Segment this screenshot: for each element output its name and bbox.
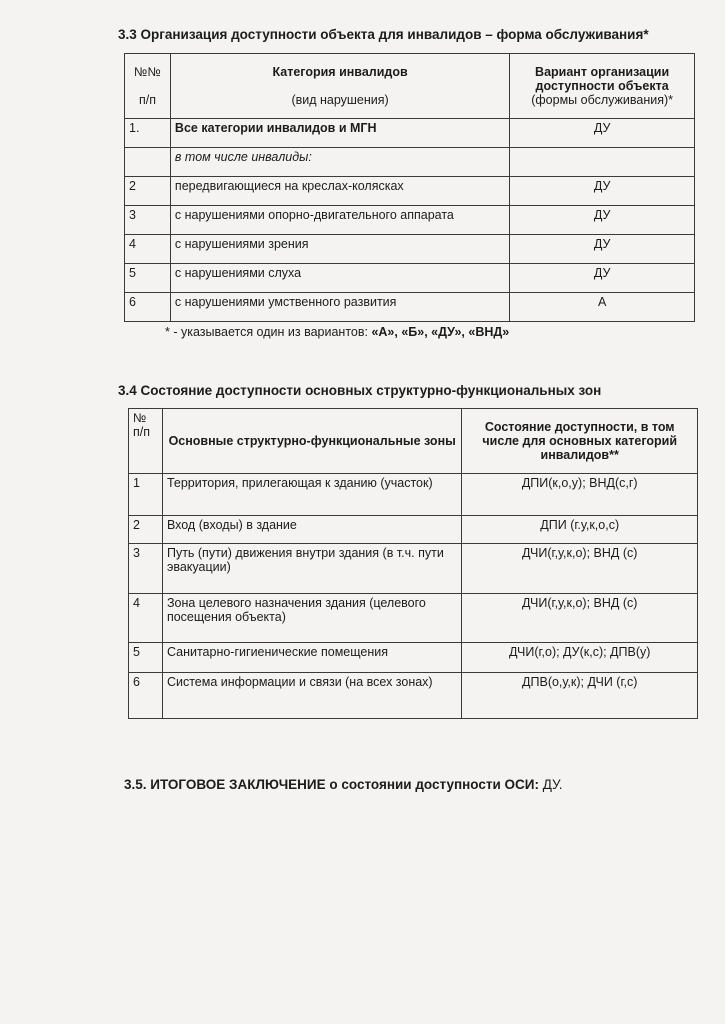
conclusion-text: о состоянии доступности ОСИ: [325, 777, 535, 792]
row-num: 2: [125, 177, 171, 206]
row-state: ДПИ(к,о,у); ВНД(с,г): [462, 474, 698, 516]
row-num: 6: [129, 673, 163, 719]
header-num: № п/п: [129, 409, 163, 474]
row-variant: ДУ: [510, 177, 695, 206]
row-category: с нарушениями зрения: [170, 235, 509, 264]
header-zone: Основные структурно-функциональные зоны: [162, 409, 461, 474]
section-3-4-title: 3.4 Состояние доступности основных структурно-функциональных зон: [118, 383, 602, 398]
table-header-row: [125, 54, 695, 119]
row-num: 5: [125, 264, 171, 293]
zones-table: [128, 408, 698, 719]
table-row: [129, 643, 698, 673]
table-row: [129, 516, 698, 544]
table-row: [125, 206, 695, 235]
table-row: [129, 594, 698, 643]
row-zone: Вход (входы) в здание: [162, 516, 461, 544]
conclusion-title: 3.5. ИТОГОВОЕ ЗАКЛЮЧЕНИЕ: [124, 777, 326, 792]
row-category: Все категории инвалидов и МГН: [170, 119, 509, 148]
table-row: [125, 177, 695, 206]
table-row: [129, 673, 698, 719]
row-state: ДПИ (г.у,к,о,с): [462, 516, 698, 544]
table-row: [125, 148, 695, 177]
table-row: [129, 544, 698, 594]
row-category: в том числе инвалиды:: [170, 148, 509, 177]
section-3-3-title: 3.3 Организация доступности объекта для инвалидов – форма обслуживания*: [118, 27, 649, 42]
row-state: ДЧИ(г,у,к,о); ВНД (с): [462, 594, 698, 643]
header-state: Состояние доступности, в том числе для основных категорий инвалидов**: [462, 409, 698, 474]
header-variant: Вариант организации доступности объекта (формы обслуживания)*: [510, 54, 695, 119]
conclusion-colon: :: [534, 777, 539, 792]
row-variant: ДУ: [510, 235, 695, 264]
service-form-table: [124, 53, 695, 322]
row-num: 5: [129, 643, 163, 673]
row-category: с нарушениями умственного развития: [170, 293, 509, 322]
row-zone: Территория, прилегающая к зданию (участок): [162, 474, 461, 516]
section-3-5-conclusion: [124, 777, 563, 792]
footnote-text: * - указывается один из вариантов:: [165, 325, 372, 339]
row-zone: Зона целевого назначения здания (целевого посещения объекта): [162, 594, 461, 643]
row-num: 3: [129, 544, 163, 594]
row-num: 4: [129, 594, 163, 643]
row-num: 1.: [125, 119, 171, 148]
row-num: 4: [125, 235, 171, 264]
footnote: [165, 325, 509, 339]
row-variant: ДУ: [510, 119, 695, 148]
row-num: 3: [125, 206, 171, 235]
row-category: с нарушениями слуха: [170, 264, 509, 293]
row-num: 6: [125, 293, 171, 322]
row-state: ДПВ(о,у,к); ДЧИ (г,с): [462, 673, 698, 719]
row-state: ДЧИ(г,у,к,о); ВНД (с): [462, 544, 698, 594]
row-num: 1: [129, 474, 163, 516]
row-variant: [510, 148, 695, 177]
table-row: [125, 264, 695, 293]
row-zone: Санитарно-гигиенические помещения: [162, 643, 461, 673]
table-row: [125, 235, 695, 264]
table-header-row: [129, 409, 698, 474]
table-row: [125, 119, 695, 148]
row-variant: А: [510, 293, 695, 322]
row-zone: Путь (пути) движения внутри здания (в т.ч. пути эвакуации): [162, 544, 461, 594]
table-row: [125, 293, 695, 322]
row-zone: Система информации и связи (на всех зонах): [162, 673, 461, 719]
row-category: передвигающиеся на креслах-колясках: [170, 177, 509, 206]
footnote-variants: «А», «Б», «ДУ», «ВНД»: [371, 325, 510, 339]
row-state: ДЧИ(г,о); ДУ(к,с); ДПВ(у): [462, 643, 698, 673]
table-row: [129, 474, 698, 516]
row-variant: ДУ: [510, 264, 695, 293]
row-category: с нарушениями опорно-двигательного аппарата: [170, 206, 509, 235]
row-num: [125, 148, 171, 177]
row-variant: ДУ: [510, 206, 695, 235]
header-category: Категория инвалидов (вид нарушения): [170, 54, 509, 119]
conclusion-value: ДУ.: [538, 777, 563, 792]
row-num: 2: [129, 516, 163, 544]
header-num: №№ п/п: [125, 54, 171, 119]
